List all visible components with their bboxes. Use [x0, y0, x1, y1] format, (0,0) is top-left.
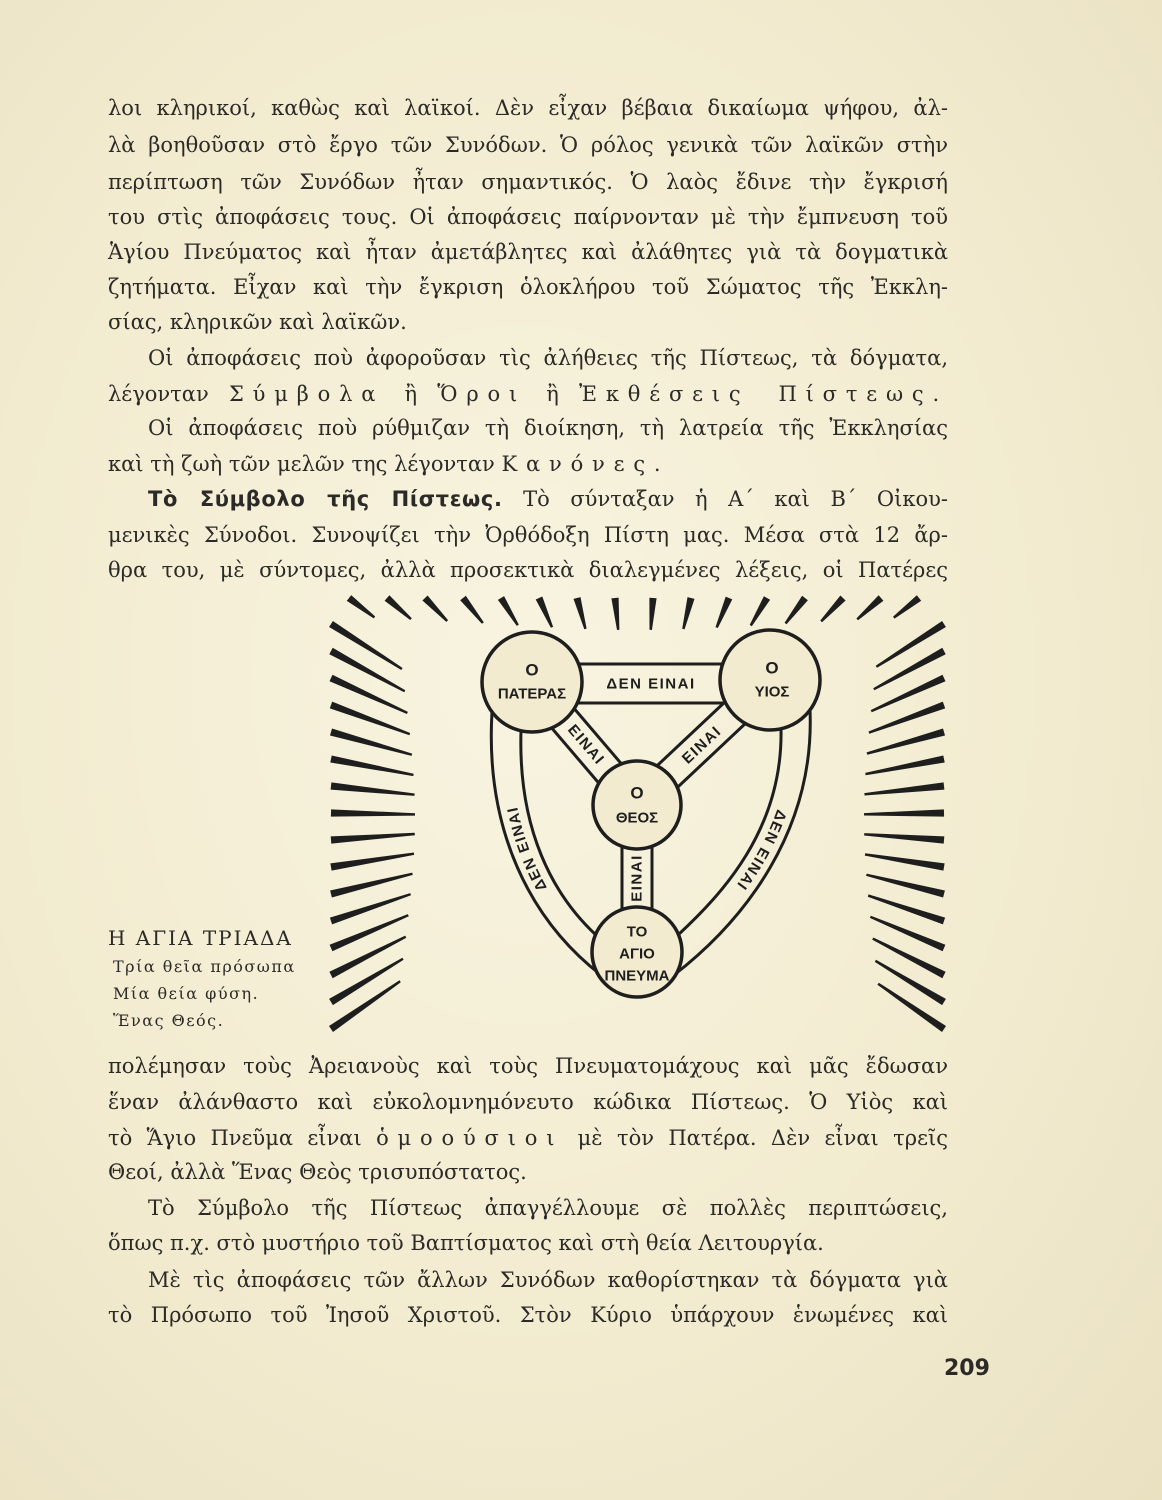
text-line: Μὲ τὶς ἀποφάσεις τῶν ἄλλων Συνόδων καθορίστηκαν τὰ δόγματα γιὰ [148, 1268, 948, 1292]
node-father [482, 632, 582, 732]
ray-stroke [460, 596, 484, 624]
ray-stroke [330, 702, 410, 736]
ray-stroke [893, 595, 921, 618]
text-span: μὲ τὸν Πατέρα. Δὲν εἶναι τρεῖς [577, 1126, 949, 1150]
ray-stroke [875, 960, 946, 1005]
ray-stroke [536, 597, 553, 628]
node-son-label: ΥΙΟΣ [754, 683, 790, 701]
ray-stroke [422, 596, 448, 622]
ray-stroke [876, 621, 946, 668]
ray-stroke [574, 597, 587, 629]
link-label-son-god: ΕΙΝΑΙ [678, 722, 726, 768]
node-son [720, 630, 820, 730]
link-label-father-god: ΕΙΝΑΙ [564, 721, 608, 769]
section-heading: Τὸ Σύμβολο τῆς Πίστεως. [148, 487, 503, 511]
emphasized-text: ὁμοούσιοι [376, 1126, 564, 1150]
ray-stroke [330, 853, 414, 871]
text-line [108, 447, 948, 481]
text-line: ζητήματα. Εἶχαν καὶ τὴν ἔγκριση ὁλοκλήρου τοῦ Σώματος τῆς Ἐκκλη- [108, 275, 948, 299]
ray-stroke [865, 756, 945, 776]
ray-stroke [867, 729, 945, 755]
ray-stroke [877, 983, 946, 1032]
text-span: ἢ [546, 382, 559, 406]
text-line: θρα του, μὲ σύντομες, ἀλλὰ προσεκτικὰ διαλεγμένες λέξεις, οἱ Πατέρες [108, 558, 948, 582]
text-line: λὰ βοηθοῦσαν στὸ ἔργο τῶν Συνόδων. Ὁ ρόλος γενικὰ τῶν λαϊκῶν στὴν [108, 133, 948, 157]
text-line: ἕναν ἀλάνθαστο καὶ εὐκολομνημόνευτο κώδικα Πίστεως. Ὁ Υἱὸς καὶ [108, 1090, 948, 1114]
node-god [593, 761, 681, 849]
ray-stroke [329, 980, 401, 1032]
emphasized-text: Κανόνες. [501, 452, 670, 476]
ray-stroke [329, 958, 404, 1005]
text-line: τὸ Πρόσωπο τοῦ Ἰησοῦ Χριστοῦ. Στὸν Κύριο ὑπάρχουν ἑνωμένες καὶ [108, 1303, 948, 1327]
text-span: Τὸ σύνταξαν ἡ Α΄ καὶ Β΄ Οἰκου- [523, 487, 949, 511]
text-line: Θεοί, ἀλλὰ Ἕνας Θεὸς τρισυπόστατος. [108, 1160, 527, 1184]
text-line: Τὸ Σύμβολο τῆς Πίστεως ἀπαγγέλλουμε σὲ πολλὲς περιπτώσεις, [148, 1196, 948, 1220]
ray-stroke [856, 595, 883, 620]
node-god-label: ΘΕΟΣ [615, 809, 659, 827]
node-spirit-label: ΑΓΙΟ [619, 945, 655, 963]
figure-caption-line: Μία θεία φύση. [113, 984, 260, 1003]
text-line: ὅπως π.χ. στὸ μυστήριο τοῦ Βαπτίσματος καὶ στὴ θεία Λειτουργία. [108, 1231, 824, 1255]
ray-stroke [865, 853, 945, 870]
ray-stroke [750, 596, 770, 626]
ray-stroke [820, 596, 845, 623]
figure-caption-title: Η ΑΓΙΑ ΤΡΙΑΔΑ [108, 926, 293, 950]
ray-stroke [716, 597, 733, 628]
text-line: του στὶς ἀποφάσεις τους. Οἱ ἀποφάσεις παίρνονταν μὲ τὴν ἔμπνευση τοῦ [108, 205, 948, 229]
text-line: Οἱ ἀποφάσεις ποὺ ρύθμιζαν τὴ διοίκηση, τὴ λατρεία τῆς Ἐκκλησίας [148, 416, 948, 440]
link-label-son-spirit-path: ΔΕΝ ΕΙΝΑΙ [733, 807, 791, 894]
emphasized-text: Ὅροι [437, 382, 527, 406]
text-line: λοι κληρικοί, καθὼς καὶ λαϊκοί. Δὲν εἶχαν βέβαια δικαίωμα ψήφου, ἀλ- [108, 96, 948, 120]
node-son-label: Ο [765, 658, 779, 678]
text-line: Ἁγίου Πνεύματος καὶ ἦταν ἀμετάβλητες καὶ ἀλάθητες γιὰ τὰ δογματικὰ [108, 240, 948, 264]
text-line: σίας, κληρικῶν καὶ λαϊκῶν. [108, 310, 407, 334]
emphasized-text: Σύμβολα [228, 382, 385, 406]
text-line: πολέμησαν τοὺς Ἀρειανοὺς καὶ τοὺς Πνευματομάχους καὶ μᾶς ἔδωσαν [108, 1054, 948, 1078]
ray-stroke [385, 595, 412, 620]
text-line [108, 377, 948, 411]
page-number: 209 [944, 1356, 990, 1381]
ray-stroke [331, 809, 415, 816]
text-span: καὶ τὴ ζωὴ τῶν μελῶν της λέγονταν [108, 452, 495, 476]
ray-stroke [347, 595, 375, 618]
ray-stroke [329, 621, 403, 670]
ray-stroke [330, 756, 413, 777]
ray-stroke [330, 729, 412, 756]
ray-stroke [864, 782, 944, 795]
ray-stroke [331, 782, 415, 796]
link-label-father-son: ΔΕΝ ΕΙΝΑΙ [606, 675, 696, 693]
ray-stroke [785, 596, 808, 624]
text-span: ἢ [404, 382, 418, 406]
ray-stroke [330, 873, 413, 898]
emphasized-text: Ἐκθέσεις Πίστεως. [579, 382, 948, 406]
ray-stroke [864, 809, 944, 816]
ray-stroke [866, 874, 945, 898]
ray-stroke [649, 598, 656, 630]
node-spirit-label: ΤΟ [626, 923, 648, 941]
text-line [148, 482, 948, 516]
node-god-label: Ο [630, 783, 644, 803]
text-span: λέγονταν [108, 382, 209, 406]
band-father-spirit-edge [521, 731, 596, 935]
node-father-label: Ο [525, 660, 539, 680]
text-line: περίπτωση τῶν Συνόδων ἦταν σημαντικός. Ὁ λαὸς ἔδινε τὴν ἔγκρισή [108, 170, 948, 194]
ray-stroke [682, 597, 694, 629]
ray-stroke [498, 596, 519, 626]
ray-stroke [611, 598, 619, 630]
link-label-father-spirit-path: ΔΕΝ ΕΙΝΑΙ [503, 804, 551, 895]
text-span: τὸ Ἅγιο Πνεῦμα εἶναι [108, 1126, 362, 1150]
figure-caption-line: Ἕνας Θεός. [113, 1011, 225, 1030]
node-father-label: ΠΑΤΕΡΑΣ [497, 685, 567, 703]
text-line [108, 1121, 948, 1155]
ray-stroke [864, 833, 944, 844]
text-line: Οἱ ἀποφάσεις ποὺ ἀφοροῦσαν τὶς ἀλήθειες τῆς Πίστεως, τὰ δόγματα, [148, 346, 948, 370]
ray-stroke [331, 833, 415, 844]
node-spirit-label: ΠΝΕΥΜΑ [604, 967, 670, 985]
text-line: μενικὲς Σύνοδοι. Συνοψίζει τὴν Ὀρθόδοξη Πίστη μας. Μέσα στὰ 12 ἄρ- [108, 523, 948, 547]
figure-caption-line: Τρία θεῖα πρόσωπα [113, 957, 296, 976]
link-label-spirit-god: ΕΙΝΑΙ [628, 854, 646, 902]
trinity-diagram [325, 590, 950, 1040]
